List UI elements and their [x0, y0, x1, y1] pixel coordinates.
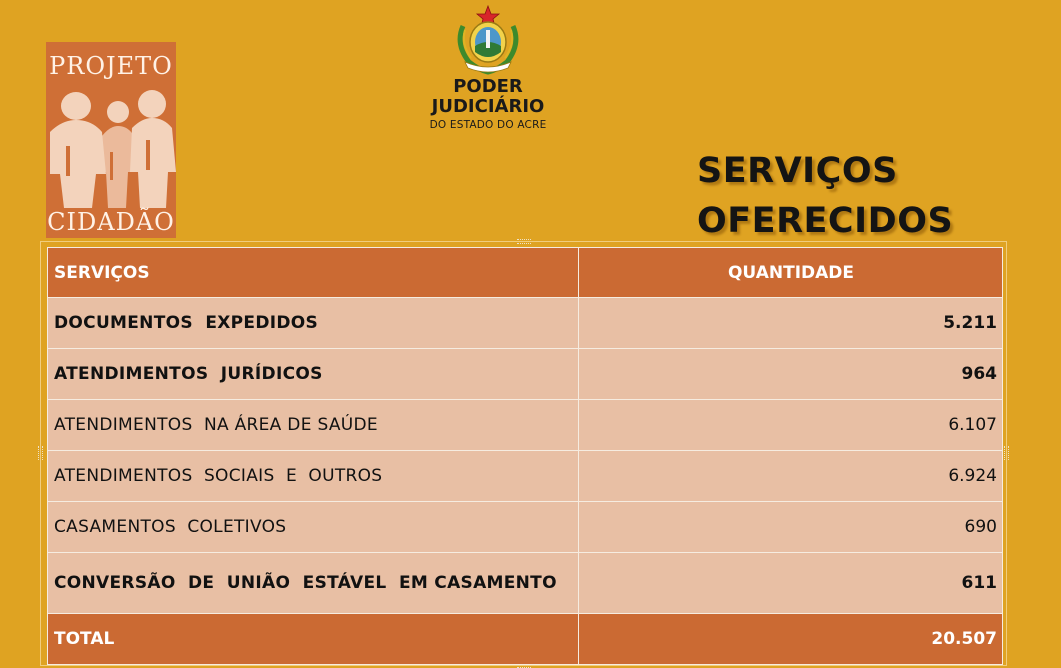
quantity-cell[interactable]: 6.107	[579, 400, 1003, 451]
service-cell[interactable]: CASAMENTOS COLETIVOS	[48, 502, 579, 553]
court-name-line-3: DO ESTADO DO ACRE	[429, 119, 547, 131]
table-row	[48, 451, 1003, 502]
service-cell[interactable]: DOCUMENTOS EXPEDIDOS	[48, 298, 579, 349]
quantity-cell[interactable]: 690	[579, 502, 1003, 553]
quantity-cell[interactable]: 5.211	[579, 298, 1003, 349]
frame-handle-left[interactable]	[38, 446, 43, 460]
projeto-cidadao-logo	[46, 42, 176, 238]
frame-handle-top[interactable]	[517, 239, 531, 244]
court-coat-of-arms-icon	[451, 4, 525, 76]
total-label-cell[interactable]: TOTAL	[48, 614, 579, 665]
quantity-cell[interactable]: 6.924	[579, 451, 1003, 502]
table-row	[48, 553, 1003, 614]
slide-title-line-2: OFERECIDOS	[697, 201, 954, 241]
total-quantity-cell[interactable]: 20.507	[579, 614, 1003, 665]
table-row	[48, 349, 1003, 400]
court-name-line-1: PODER	[453, 76, 523, 97]
quantity-cell[interactable]: 964	[579, 349, 1003, 400]
court-name-line-2: JUDICIÁRIO	[431, 96, 545, 117]
service-cell[interactable]: ATENDIMENTOS NA ÁREA DE SAÚDE	[48, 400, 579, 451]
service-cell[interactable]: ATENDIMENTOS SOCIAIS E OUTROS	[48, 451, 579, 502]
table-row	[48, 298, 1003, 349]
table-row	[48, 502, 1003, 553]
column-header-services: SERVIÇOS	[48, 248, 579, 298]
people-silhouette-image	[46, 82, 176, 210]
services-table	[47, 247, 1003, 665]
logo-word-cidadao: CIDADÃO	[47, 208, 175, 236]
logo-word-projeto: PROJETO	[49, 52, 173, 80]
service-cell[interactable]: ATENDIMENTOS JURÍDICOS	[48, 349, 579, 400]
table-header-row	[48, 248, 1003, 298]
service-cell[interactable]: CONVERSÃO DE UNIÃO ESTÁVEL EM CASAMENTO	[48, 553, 579, 614]
slide-title-line-1: SERVIÇOS	[697, 151, 898, 191]
quantity-cell[interactable]: 611	[579, 553, 1003, 614]
slide-title	[697, 146, 953, 246]
column-header-quantity: QUANTIDADE	[579, 248, 1003, 298]
frame-handle-right[interactable]	[1004, 446, 1009, 460]
court-name	[404, 77, 572, 133]
table-row	[48, 400, 1003, 451]
table-total-row	[48, 614, 1003, 665]
